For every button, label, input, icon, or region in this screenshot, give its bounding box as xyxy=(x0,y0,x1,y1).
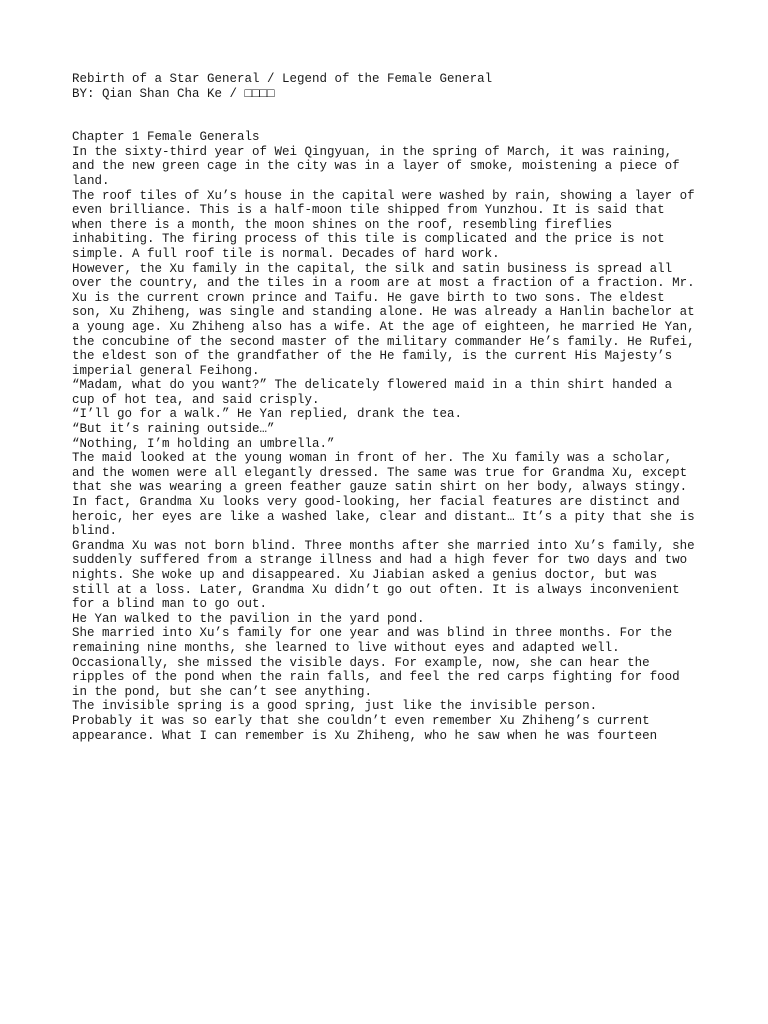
paragraph: The roof tiles of Xu’s house in the capital were washed by rain, showing a layer of even brilliance. This is a half-moon tile shipped from Yunzhou. It is said that when there is a month, the moon shines on the roof, resembling fireflies inhabiting. The firing process of this tile is complicated and the price is not simple. A full roof tile is normal. Decades of hard work. xyxy=(72,188,695,261)
document-header xyxy=(72,72,702,101)
document-title: Rebirth of a Star General / Legend of the Female General xyxy=(72,72,493,86)
paragraph: He Yan walked to the pavilion in the yard pond. xyxy=(72,611,425,626)
chapter-title: Chapter 1 Female Generals xyxy=(72,130,260,145)
paragraph: However, the Xu family in the capital, the silk and satin business is spread all over the country, and the tiles in a room are at most a fraction of a fraction. Mr. Xu is the current crown prince and Taifu. He gave birth to two sons. The eldest son, Xu Zhiheng, was single and standing alone. He was already a Hanlin bachelor at a young age. Xu Zhiheng also has a wife. At the age of eighteen, he married He Yan, the concubine of the second master of the military commander He’s family. He Rufei, the eldest son of the grandfather of the He family, is the current His Majesty’s imperial general Feihong. xyxy=(72,261,695,378)
document-page xyxy=(72,72,702,743)
paragraph: “Madam, what do you want?” The delicately flowered maid in a thin shirt handed a cup of hot tea, and said crisply. xyxy=(72,378,673,407)
paragraph: Grandma Xu was not born blind. Three months after she married into Xu’s family, she suddenly suffered from a strange illness and had a high fever for two days and two nights. She woke up and disappeared. Xu Jiabian asked a genius doctor, but was still at a loss. Later, Grandma Xu didn’t go out often. It is always inconvenient for a blind man to go out. xyxy=(72,538,695,612)
paragraph: “But it’s raining outside…” xyxy=(72,422,275,437)
document-byline: BY: Qian Shan Cha Ke / □□□□ xyxy=(72,86,275,101)
paragraph: The invisible spring is a good spring, just like the invisible person. xyxy=(72,699,598,714)
paragraph: In the sixty-third year of Wei Qingyuan, in the spring of March, it was raining, and the new green cage in the city was in a layer of smoke, moistening a piece of land. xyxy=(72,144,680,188)
paragraph: The maid looked at the young woman in front of her. The Xu family was a scholar, and the women were all elegantly dressed. The same was true for Grandma Xu, except that she was wearing a green feather gauze satin shirt on her body, always stingy. In fact, Grandma Xu looks very good-looking, her facial features are distinct and heroic, her eyes are like a washed lake, clear and distant… It’s a pity that she is blind. xyxy=(72,451,695,539)
paragraph: Probably it was so early that she couldn’t even remember Xu Zhiheng’s current appearance. What I can remember is Xu Zhiheng, who he saw when he was fourteen xyxy=(72,713,658,743)
paragraph: She married into Xu’s family for one year and was blind in three months. For the remaining nine months, she learned to live without eyes and adapted well. Occasionally, she missed the visible days. For example, now, she can hear the ripples of the pond when the rain falls, and feel the red carps fighting for food in the pond, but she can’t see anything. xyxy=(72,626,680,699)
paragraph: “I’ll go for a walk.” He Yan replied, drank the tea. xyxy=(72,407,463,422)
paragraph: “Nothing, I’m holding an umbrella.” xyxy=(72,436,335,451)
